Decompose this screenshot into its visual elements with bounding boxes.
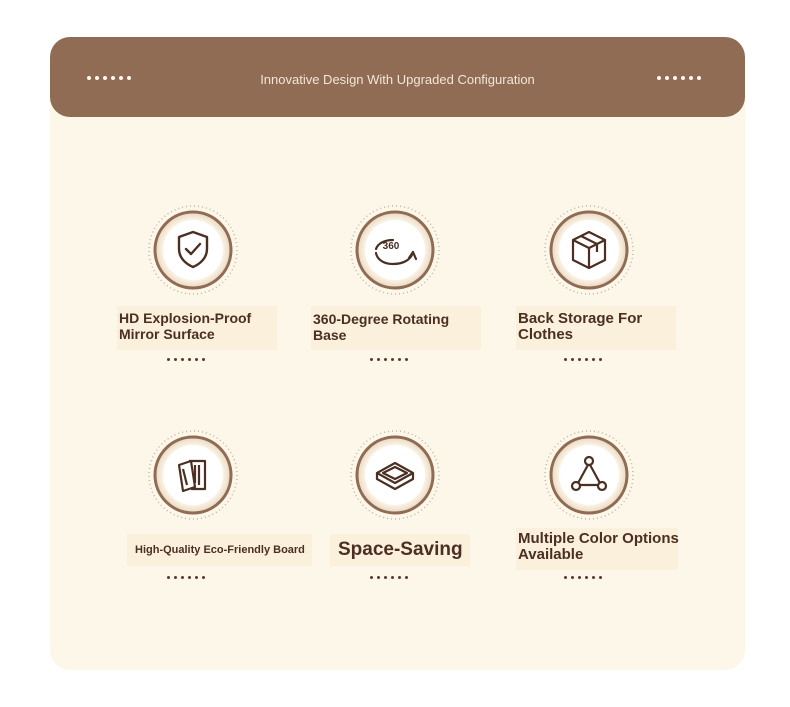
- feature-badge-3: [541, 202, 637, 298]
- banner-title: Innovative Design With Upgraded Configuration: [260, 72, 535, 87]
- feature-dots-6: [564, 576, 602, 579]
- feature-label-3: Back Storage For Clothes: [518, 310, 643, 343]
- feature-label-1: HD Explosion-Proof Mirror Surface: [119, 310, 252, 342]
- header-banner: [50, 37, 745, 117]
- feature-dots-3: [564, 358, 602, 361]
- feature-dots-4: [167, 576, 205, 579]
- feature-badge-6: [541, 427, 637, 523]
- feature-dots-1: [167, 358, 205, 361]
- feature-dots-5: [370, 576, 408, 579]
- feature-label-4: High-Quality Eco-Friendly Board: [135, 544, 305, 556]
- rotate-360-text: 360: [382, 241, 400, 252]
- feature-badge-2: [347, 202, 443, 298]
- feature-badge-1: [145, 202, 241, 298]
- feature-label-6: Multiple Color Options Available: [518, 530, 679, 563]
- banner-dots-right: [657, 76, 701, 80]
- feature-badge-5: [347, 427, 443, 523]
- feature-label-2: 360-Degree Rotating Base: [313, 311, 450, 343]
- feature-dots-2: [370, 358, 408, 361]
- feature-badge-4: [145, 427, 241, 523]
- feature-label-5: Space-Saving: [338, 539, 463, 560]
